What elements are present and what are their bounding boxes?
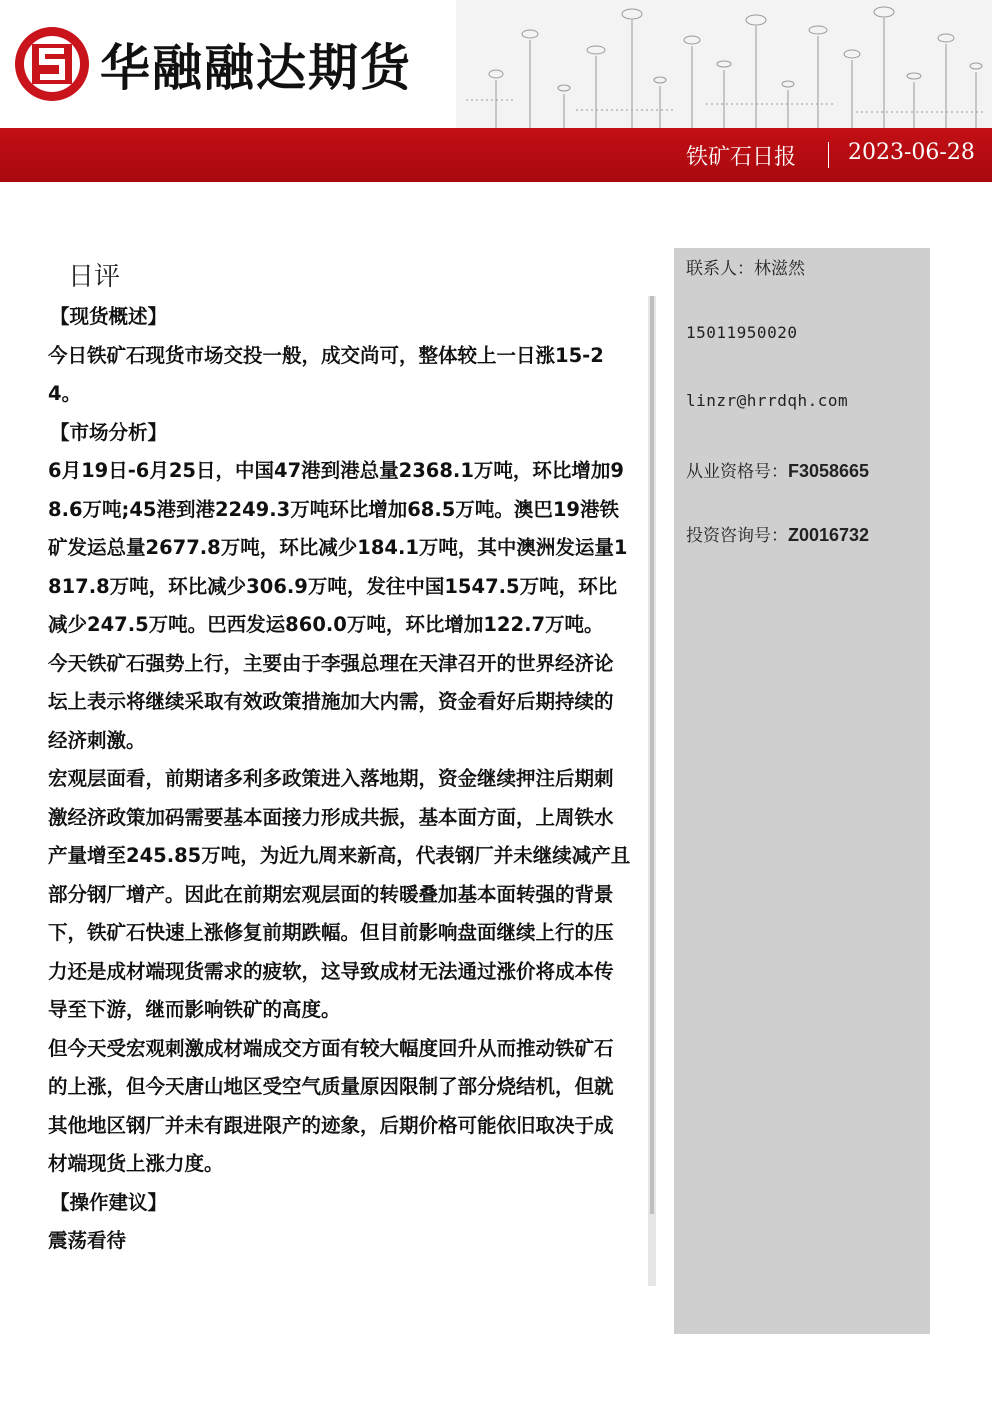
phone-number: 15011950020 [686,323,798,342]
report-header [0,0,992,182]
section-title: 日评 [68,262,121,292]
advice-text: 震荡看待 [48,1229,127,1252]
report-date: 2023-06-28 [848,140,975,165]
license-value: F3058665 [788,461,870,481]
market-heading: 【市场分析】 [50,420,168,444]
market-paragraph-3: 宏观层面看，前期诸多利多政策进入落地期，资金继续押注后期刺激经济政策加码需要基本面接力形成共振，基本面方面，上周铁水产量增至245.85万吨，为近九周来新高，代表钢厂并未继续减产且部分钢厂增产。因此在前期宏观层面的转暖叠加基本面转强的背景下，铁矿石快速上涨修复前期跌幅。但目前影响盘面继续上行的压力还是成材端现货需求的疲软，这导致成材无法通过涨价将成本传导至下游，继而影响铁矿的高度。 [48,767,631,1021]
advisory-value: Z0016732 [788,525,870,545]
market-paragraph-4: 但今天受宏观刺激成材端成交方面有较大幅度回升从而推动铁矿石的上涨，但今天唐山地区受空气质量原因限制了部分烧结机，但就其他地区钢厂并未有跟进限产的迹象，后期价格可能依旧取决于成材端现货上涨力度。 [48,1036,614,1175]
spot-text: 今日铁矿石现货市场交投一般，成交尚可，整体较上一日涨15-24。 [48,343,604,405]
license-row [686,457,869,482]
report-title: 铁矿石日报 [685,145,796,170]
contact-row [686,254,805,279]
brand-name: 华融融达期货 [100,39,412,97]
title-divider [828,142,829,168]
company-logo-icon [12,24,92,104]
market-paragraph-2: 今天铁矿石强势上行，主要由于李强总理在天津召开的世界经济论坛上表示将继续采取有效政策措施加大内需，资金看好后期持续的经济刺激。 [48,651,614,752]
decorative-pattern [456,0,992,128]
spot-heading: 【现货概述】 [50,305,168,328]
column-divider-inner [650,296,654,1214]
contact-label: 联系人： [686,259,754,279]
contact-name: 林滋然 [754,259,805,279]
advice-heading: 【操作建议】 [50,1190,168,1214]
advisory-row [686,521,869,546]
title-bar [0,128,992,182]
email-address: linzr@hrrdqh.com [686,391,849,410]
contact-sidebar [674,248,930,1334]
report-body [48,298,632,1261]
market-paragraph-1: 6月19日-6月25日，中国47港到港总量2368.1万吨，环比增加98.6万吨;45港到港2249.3万吨环比增加68.5万吨。澳巴19港铁矿发运总量2677.8万吨，环比减少184.1万吨，其中澳洲发运量1817.8万吨，环比减少306.9万吨，发往中国1547.5万吨，环比减少247.5万吨。巴西发运860.0万吨，环比增加122.7万吨。 [48,459,628,636]
advisory-label: 投资咨询号： [686,526,788,546]
license-label: 从业资格号： [686,462,788,482]
